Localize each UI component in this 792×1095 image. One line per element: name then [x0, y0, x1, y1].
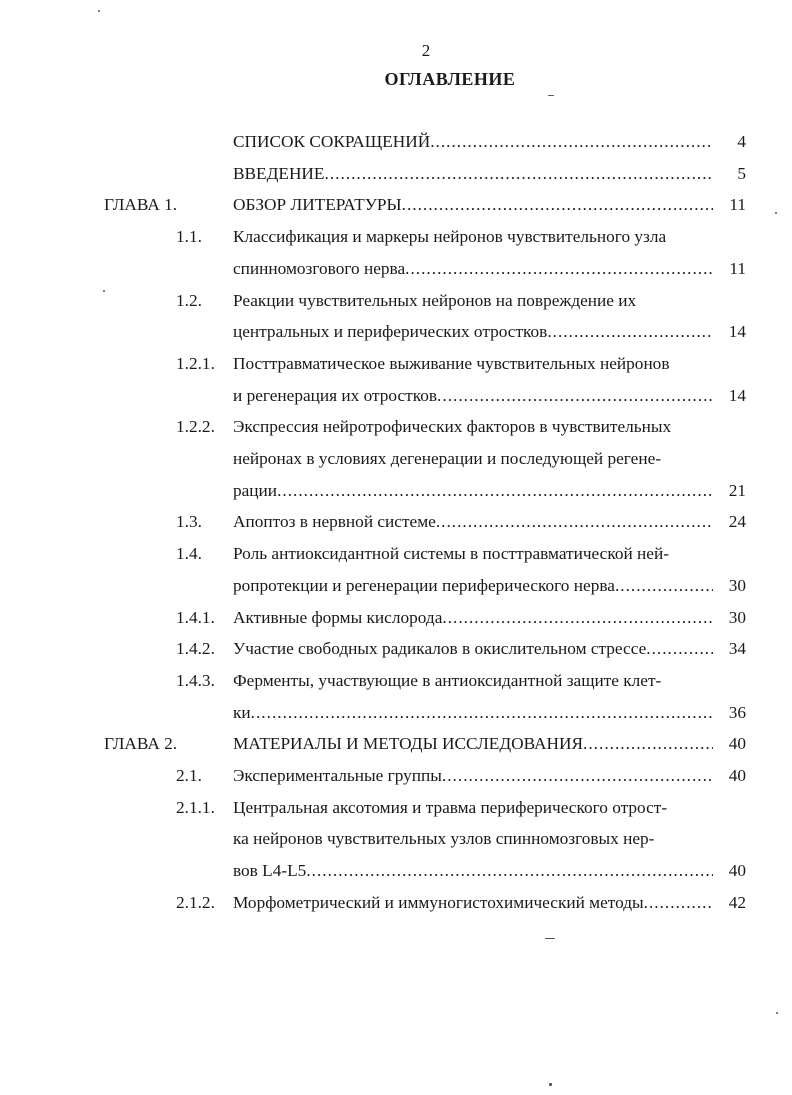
toc-entry-text: СПИСОК СОКРАЩЕНИЙ [233, 132, 431, 151]
toc-entry-text: Экспрессия нейротрофических факторов в чувствительных [233, 417, 672, 437]
toc-section-number: 1.4.2. [176, 639, 215, 659]
page-number: 2 [421, 41, 431, 60]
toc-entry-text: спинномозгового нерва [233, 258, 406, 278]
dot-leader [646, 636, 713, 662]
toc-entry-text: Ферменты, участвующие в антиоксидантной защите клет- [233, 670, 662, 690]
toc-page-number: 40 [728, 861, 746, 881]
toc-page-number: 30 [728, 575, 746, 595]
toc-entry-text: ки [233, 702, 251, 722]
toc-entry-line [233, 541, 669, 567]
scan-speck [548, 95, 554, 96]
toc-entry-line [233, 224, 666, 250]
toc-entry-line [233, 319, 713, 345]
dot-leader [324, 161, 713, 187]
dot-leader [277, 478, 713, 504]
toc-entry-text: рации [233, 480, 278, 500]
toc-entry-line [233, 192, 713, 218]
toc-entry-text: центральных и периферических отростков [233, 322, 548, 342]
toc-entry-text: Реакции чувствительных нейронов на повреждение их [233, 290, 637, 310]
dot-leader [437, 383, 713, 409]
toc-entry-text: ОБЗОР ЛИТЕРАТУРЫ [233, 195, 402, 215]
toc-entry-text: Роль антиоксидантной системы в посттравматической ней- [233, 544, 669, 564]
toc-chapter-label: ГЛАВА 1. [104, 195, 178, 215]
toc-entry-text: и регенерация их отростков [233, 385, 438, 405]
toc-page-number: 40 [728, 734, 746, 754]
toc-page-number: 4 [737, 132, 746, 151]
toc-page-number: 14 [728, 322, 746, 342]
toc-page-number: 14 [728, 385, 746, 405]
toc-section-number: 2.1.1. [176, 797, 215, 817]
toc-entry-text: Участие свободных радикалов в окислительном стрессе [233, 639, 647, 659]
toc-entry-line [233, 414, 671, 440]
dot-leader [583, 731, 713, 757]
dot-leader [251, 700, 713, 726]
toc-section-number: 1.4. [176, 544, 202, 564]
dot-leader [402, 192, 713, 218]
toc-entry-line [233, 573, 713, 599]
toc-section-number: 1.2. [176, 290, 202, 310]
dot-leader [442, 763, 713, 789]
toc-entry-line [233, 256, 713, 282]
toc-entry-line [233, 763, 713, 789]
toc-entry-line [233, 509, 713, 535]
toc-section-number: 2.1.2. [176, 892, 215, 912]
toc-page-number: 40 [728, 766, 746, 785]
toc-entry-line [233, 795, 667, 821]
toc-entry-text: Посттравматическое выживание чувствительных нейронов [233, 353, 670, 373]
toc-entry-text: МАТЕРИАЛЫ И МЕТОДЫ ИССЛЕДОВАНИЯ [233, 734, 584, 754]
toc-page-number: 30 [728, 607, 746, 627]
toc-page-number: 34 [728, 639, 746, 659]
page-title: ОГЛАВЛЕНИЕ [384, 69, 516, 89]
toc-entry-text: Экспериментальные группы [233, 766, 442, 785]
dot-leader [547, 319, 713, 345]
toc-entry-line [233, 668, 661, 694]
toc-entry-text: Классификация и маркеры нейронов чувствительного узла [233, 227, 667, 247]
toc-section-number: 1.4.1. [176, 607, 215, 627]
toc-entry-line [233, 383, 713, 409]
toc-entry-text: ка нейронов чувствительных узлов спинномозговых нер- [233, 829, 655, 849]
scan-speck [98, 10, 100, 12]
toc-entry-text: Апоптоз в нервной системе [233, 512, 436, 532]
toc-entry-text: вов L4-L5 [233, 861, 307, 881]
toc-entry-line [233, 605, 713, 631]
toc-entry-text: Морфометрический и иммуногистохимический методы [233, 892, 644, 912]
toc-entry-text: нейронах в условиях дегенерации и последующей регене- [233, 449, 662, 468]
toc-entry-text: Активные формы кислорода [233, 607, 443, 627]
toc-entry-line [233, 858, 713, 884]
toc-entry-line [233, 288, 636, 314]
toc-page-number: 5 [737, 163, 746, 183]
toc-entry-line [233, 700, 713, 726]
toc-page-number: 24 [728, 512, 746, 532]
dot-leader [430, 129, 713, 155]
toc-entry-line [233, 161, 713, 187]
toc-page-number: 11 [729, 258, 746, 278]
toc-entry-line [233, 129, 713, 155]
toc-page-number: 42 [728, 892, 746, 912]
toc-entry-line [233, 636, 713, 662]
toc-entry-line [233, 351, 670, 377]
toc-entry-text: ропротекции и регенерации периферического нерва [233, 575, 615, 595]
dot-leader [405, 256, 713, 282]
scan-speck [103, 290, 105, 292]
dot-leader [615, 573, 713, 599]
dot-leader [644, 890, 713, 916]
scan-speck [545, 938, 555, 939]
toc-chapter-label: ГЛАВА 2. [104, 734, 178, 754]
toc-entry-text: ВВЕДЕНИЕ [233, 163, 325, 183]
scan-speck [775, 212, 777, 214]
toc-section-number: 1.1. [176, 227, 202, 247]
toc-section-number: 1.2.2. [176, 417, 215, 437]
toc-entry-line [233, 890, 713, 916]
toc-entry-line [233, 478, 713, 504]
dot-leader [306, 858, 713, 884]
toc-entry-line [233, 826, 654, 852]
scan-speck [776, 1012, 778, 1014]
toc-entry-text: Центральная аксотомия и травма периферического отрост- [233, 797, 668, 817]
toc-entry-line [233, 446, 661, 472]
dot-leader [436, 509, 713, 535]
toc-entry-line [233, 731, 713, 757]
toc-section-number: 1.3. [176, 512, 202, 532]
toc-section-number: 1.4.3. [176, 670, 215, 690]
toc-page-number: 36 [728, 702, 746, 722]
dot-leader [442, 605, 713, 631]
toc-page-number: 11 [729, 195, 746, 215]
toc-page-number: 21 [728, 480, 746, 500]
scan-speck [549, 1083, 552, 1086]
toc-section-number: 2.1. [176, 766, 202, 785]
toc-section-number: 1.2.1. [176, 353, 215, 373]
